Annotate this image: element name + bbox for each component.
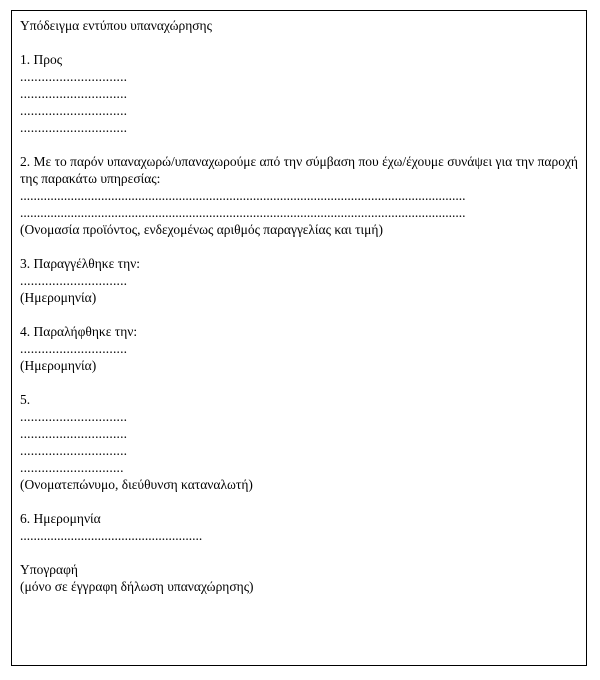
signature-label: Υπογραφή (20, 562, 78, 577)
recipient-line: .............................. (20, 120, 128, 135)
date-line: ...................................................... (20, 528, 203, 543)
spacer (20, 306, 578, 323)
section-3-caption: (Ημερομηνία) (20, 290, 97, 305)
receipt-date-line: .............................. (20, 341, 128, 356)
section-5-caption: (Ονοματεπώνυμο, διεύθυνση καταναλωτή) (20, 477, 253, 492)
spacer (20, 493, 578, 510)
spacer (20, 374, 578, 391)
section-3-heading: 3. Παραγγέλθηκε την: (20, 256, 140, 271)
section-1-heading: 1. Προς (20, 52, 63, 67)
consumer-line: .............................. (20, 443, 128, 458)
spacer (20, 34, 578, 51)
service-line: .................................................................................................................................... (20, 188, 466, 203)
order-date-line: .............................. (20, 273, 128, 288)
section-4-caption: (Ημερομηνία) (20, 358, 97, 373)
spacer (20, 544, 578, 561)
form-title: Υπόδειγμα εντύπου υπαναχώρησης (20, 18, 212, 33)
consumer-line: ............................. (20, 460, 124, 475)
section-2-text: 2. Με το παρόν υπαναχωρώ/υπαναχωρούμε από την σύμβαση που έχω/έχουμε συνάψει για την παροχή της παρακάτω υπηρεσίας: (20, 154, 578, 186)
section-4-heading: 4. Παραλήφθηκε την: (20, 324, 138, 339)
recipient-line: .............................. (20, 86, 128, 101)
spacer (20, 238, 578, 255)
consumer-line: .............................. (20, 409, 128, 424)
recipient-line: .............................. (20, 69, 128, 84)
section-6-heading: 6. Ημερομηνία (20, 511, 101, 526)
spacer (20, 136, 578, 153)
signature-note: (μόνο σε έγγραφη δήλωση υπαναχώρησης) (20, 579, 254, 594)
withdrawal-form (11, 10, 587, 666)
section-5-heading: 5. (20, 392, 31, 407)
consumer-line: .............................. (20, 426, 128, 441)
section-2-caption: (Ονομασία προϊόντος, ενδεχομένως αριθμός παραγγελίας και τιμή) (20, 222, 383, 237)
service-line: .................................................................................................................................... (20, 205, 466, 220)
recipient-line: .............................. (20, 103, 128, 118)
